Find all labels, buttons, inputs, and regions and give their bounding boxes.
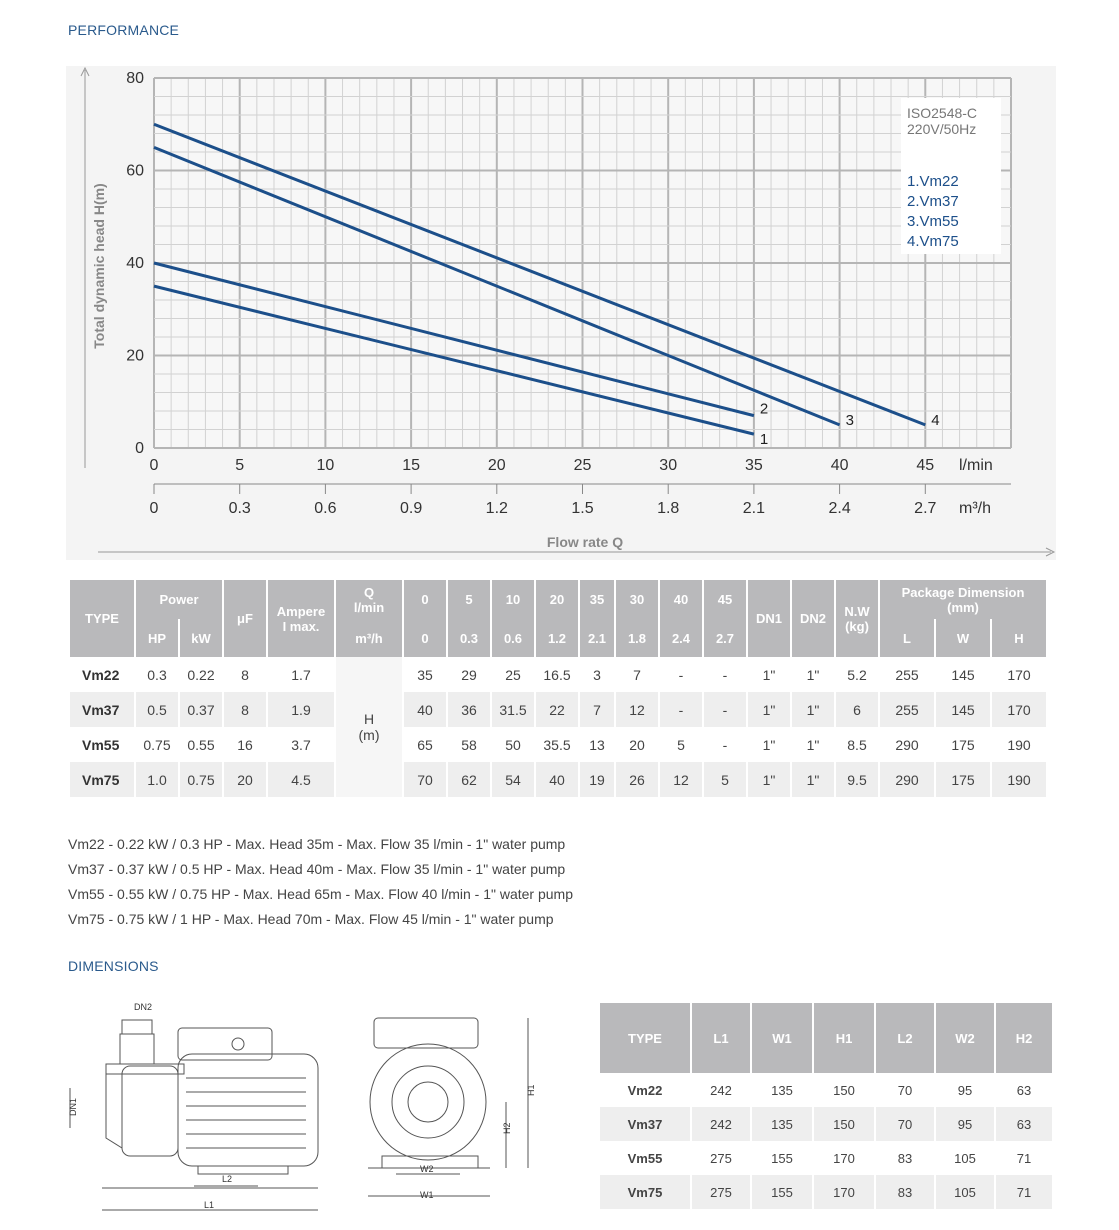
x2-tick-label: 2.1 (742, 500, 766, 517)
head-value-cell: 62 (448, 762, 490, 797)
table-cell: 255 (895, 666, 919, 683)
table-cell: 0.55 (187, 736, 215, 753)
col-kw: kW (180, 619, 222, 657)
col-h: H (992, 619, 1046, 657)
dimensions-table-body (600, 1073, 1052, 1209)
head-value-cell: 70 (404, 762, 446, 797)
x2-tick-label: 2.7 (914, 500, 937, 517)
flow-l-6: 40 (660, 580, 702, 619)
x-tick-label: 45 (916, 457, 935, 474)
col-package (880, 580, 1046, 619)
table-cell: 145 (936, 692, 990, 727)
table-cell: 1" (792, 762, 834, 797)
table-cell: 63 (996, 1107, 1052, 1141)
dim-col-h2: H2 (996, 1003, 1052, 1073)
h2-label: H2 (502, 1122, 512, 1134)
table-cell: 20 (224, 762, 266, 797)
w2-label: W2 (420, 1164, 434, 1174)
table-cell: 0.3 (147, 666, 167, 683)
head-value-cell: - (704, 692, 746, 727)
col-dn1: DN1 (748, 580, 790, 657)
x2-tick-label: 1.2 (485, 500, 508, 517)
table-row (70, 692, 1046, 727)
x-tick-label: 5 (235, 457, 245, 474)
type-cell: Vm55 (627, 1150, 663, 1166)
head-value-cell: 25 (505, 666, 521, 683)
flow-m-6: 2.4 (660, 619, 702, 657)
col-m3h: m³/h (336, 619, 402, 657)
table-cell: 135 (752, 1107, 812, 1141)
flow-m-7: 2.7 (704, 619, 746, 657)
power-label: 220V/50Hz (907, 121, 977, 137)
description-line: Vm75 - 0.75 kW / 1 HP - Max. Head 70m - Max. Flow 45 l/min - 1" water pump (68, 911, 554, 927)
table-cell: 1" (792, 692, 834, 727)
table-cell: 0.37 (180, 692, 222, 727)
y-axis-title: Total dynamic head H(m) (91, 183, 107, 349)
head-value-cell: 50 (505, 736, 521, 753)
table-cell: 63 (1016, 1082, 1032, 1098)
performance-title: PERFORMANCE (68, 22, 180, 38)
flow-m-3: 1.2 (536, 619, 578, 657)
head-value-cell: 19 (580, 762, 614, 797)
type-cell: Vm22 (82, 666, 120, 683)
performance-table-body (70, 657, 1046, 797)
head-value-cell: 31.5 (492, 692, 534, 727)
table-cell: 6 (836, 692, 878, 727)
table-cell: 0.5 (136, 692, 178, 727)
table-cell: 150 (814, 1107, 874, 1141)
col-dn2: DN2 (792, 580, 834, 657)
table-cell: 8 (224, 692, 266, 727)
nw-label: N.W (844, 603, 870, 619)
table-cell: 275 (692, 1175, 750, 1209)
table-cell: 1" (806, 666, 820, 683)
table-cell: 145 (951, 666, 975, 683)
flow-l-0: 0 (404, 580, 446, 619)
table-cell: 83 (876, 1175, 934, 1209)
x2-tick-label: 0.9 (399, 500, 423, 517)
l2-label: L2 (222, 1174, 233, 1184)
head-value-cell: 58 (461, 736, 477, 753)
legend-item: 2.Vm37 (907, 193, 959, 210)
x-tick-label: 30 (659, 457, 678, 474)
y-tick-label: 60 (126, 162, 144, 180)
table-cell: 155 (771, 1150, 793, 1166)
curve-label-3: 3 (845, 411, 854, 429)
type-cell: Vm22 (627, 1082, 663, 1098)
table-cell: 71 (1016, 1150, 1032, 1166)
x-tick-label: 20 (487, 457, 506, 474)
head-unit-cell (336, 657, 402, 797)
col-type: TYPE (70, 580, 134, 657)
x-tick-label: 15 (402, 457, 420, 474)
x2-tick-label: 0.3 (228, 500, 251, 517)
legend-item: 3.Vm55 (907, 213, 959, 230)
table-row (600, 1175, 1052, 1209)
flow-m-2: 0.6 (492, 619, 534, 657)
x2-tick-label: 0.6 (314, 500, 337, 517)
dimensions-title: DIMENSIONS (68, 958, 159, 974)
table-cell: 290 (895, 736, 919, 753)
table-row (70, 657, 1046, 692)
dimensions-table-header (600, 1003, 1052, 1073)
dn1-label: DN1 (68, 1097, 78, 1116)
col-ampere (268, 580, 334, 657)
table-cell: 1" (762, 666, 776, 683)
standard-label: ISO2548-C (907, 105, 978, 121)
x2-unit-label: m³/h (959, 500, 991, 517)
curve-label-1: 1 (759, 431, 769, 449)
table-cell: 70 (876, 1107, 934, 1141)
table-cell: 3.7 (291, 736, 311, 753)
mm-label: (mm) (947, 599, 979, 615)
table-cell: 155 (752, 1175, 812, 1209)
flow-l-3: 20 (536, 580, 578, 619)
head-value-cell: 65 (417, 736, 433, 753)
w1-label: W1 (420, 1190, 434, 1200)
col-uf: μF (224, 580, 266, 657)
x-tick-label: 40 (830, 457, 849, 474)
y-tick-label: 80 (126, 70, 144, 87)
table-cell: 105 (936, 1175, 994, 1209)
kg-label: (kg) (845, 618, 869, 634)
table-row (70, 727, 1046, 762)
dim-col-l1: L1 (692, 1003, 750, 1073)
flow-l-2: 10 (492, 580, 534, 619)
head-value-cell: 5 (704, 762, 746, 797)
table-cell: 175 (936, 762, 990, 797)
table-row (600, 1107, 1052, 1141)
q-label: Q (363, 584, 375, 600)
performance-chart (66, 66, 1056, 560)
pump-descriptions (68, 832, 573, 932)
head-value-cell: 12 (660, 762, 702, 797)
table-cell: 1.9 (268, 692, 334, 727)
dim-col-w2: W2 (936, 1003, 994, 1073)
table-cell: 175 (951, 736, 975, 753)
table-cell: 135 (771, 1082, 793, 1098)
dim-col-l2: L2 (876, 1003, 934, 1073)
x2-tick-label: 1.8 (657, 500, 680, 517)
table-cell: 105 (954, 1150, 976, 1166)
table-cell: 275 (710, 1150, 732, 1166)
head-value-cell: - (722, 666, 728, 683)
type-cell: Vm75 (70, 762, 134, 797)
legend-item: 1.Vm22 (907, 173, 959, 190)
table-cell: 70 (897, 1082, 913, 1098)
x-axis-title: Flow rate Q (546, 534, 624, 550)
table-cell: 8.5 (847, 736, 867, 753)
table-cell: 242 (692, 1107, 750, 1141)
flow-l-7: 45 (704, 580, 746, 619)
head-value-cell: 20 (629, 736, 645, 753)
y-tick-label: 20 (126, 347, 144, 365)
table-cell: 1" (748, 692, 790, 727)
curve-label-4: 4 (931, 411, 940, 429)
col-l: L (880, 619, 934, 657)
pump-front-view-drawing (360, 1008, 560, 1220)
table-cell: 1.0 (136, 762, 178, 797)
performance-chart-svg (66, 66, 1056, 560)
table-cell: 1" (806, 736, 820, 753)
head-value-cell: - (660, 692, 702, 727)
pump-side-view-drawing (66, 998, 326, 1220)
x-tick-label: 10 (316, 457, 335, 474)
head-value-cell: 35.5 (543, 736, 571, 753)
flow-m-1: 0.3 (448, 619, 490, 657)
table-cell: 5.2 (847, 666, 867, 683)
ampere-label: Ampere (276, 603, 326, 619)
flow-m-0: 0 (404, 619, 446, 657)
table-cell: 95 (936, 1107, 994, 1141)
head-value-cell: 3 (593, 666, 601, 683)
table-cell: 190 (992, 762, 1046, 797)
head-value-cell: 7 (580, 692, 614, 727)
col-nw (836, 580, 878, 657)
table-cell: 1.7 (291, 666, 311, 683)
flow-l-4: 35 (580, 580, 614, 619)
table-cell: 0.75 (143, 736, 171, 753)
table-cell: 242 (710, 1082, 732, 1098)
head-value-cell: 13 (589, 736, 605, 753)
x-unit-label: l/min (959, 457, 993, 474)
table-cell: 150 (833, 1082, 855, 1098)
type-cell: Vm55 (82, 736, 120, 753)
dn2-label: DN2 (134, 1002, 153, 1012)
head-unit-m: (m) (358, 727, 380, 743)
description-line: Vm55 - 0.55 kW / 0.75 HP - Max. Head 65m - Max. Flow 40 l/min - 1" water pump (68, 886, 573, 902)
table-cell: 255 (880, 692, 934, 727)
head-value-cell: 29 (461, 666, 477, 683)
x2-tick-label: 2.4 (828, 500, 851, 517)
head-value-cell: 40 (404, 692, 446, 727)
h1-label: H1 (526, 1084, 536, 1096)
table-cell: 16 (237, 736, 253, 753)
head-value-cell: 22 (536, 692, 578, 727)
flow-m-5: 1.8 (616, 619, 658, 657)
table-row (70, 762, 1046, 797)
type-cell: Vm75 (600, 1175, 690, 1209)
x-tick-label: 25 (573, 457, 592, 474)
head-value-cell: 16.5 (543, 666, 571, 683)
x2-tick-label: 0 (149, 500, 159, 517)
description-line: Vm22 - 0.22 kW / 0.3 HP - Max. Head 35m - Max. Flow 35 l/min - 1" water pump (68, 836, 566, 852)
type-cell: Vm37 (600, 1107, 690, 1141)
table-cell: 83 (897, 1150, 913, 1166)
y-tick-label: 0 (135, 440, 144, 457)
x2-tick-label: 1.5 (571, 500, 594, 517)
dim-col-w1: W1 (752, 1003, 812, 1073)
head-value-cell: 7 (633, 666, 641, 683)
table-cell: 9.5 (836, 762, 878, 797)
table-cell: 170 (814, 1175, 874, 1209)
table-cell: 1" (748, 762, 790, 797)
head-value-cell: 5 (677, 736, 685, 753)
table-cell: 0.75 (180, 762, 222, 797)
head-value-cell: 12 (616, 692, 658, 727)
package-label: Package Dimension (901, 584, 1025, 600)
table-cell: 8 (241, 666, 249, 683)
dim-col-type: TYPE (600, 1003, 690, 1073)
col-power: Power (136, 580, 222, 619)
table-cell: 170 (833, 1150, 855, 1166)
head-value-cell: 54 (492, 762, 534, 797)
table-cell: 290 (880, 762, 934, 797)
head-value-cell: 35 (417, 666, 433, 683)
col-w: W (936, 619, 990, 657)
x-tick-label: 35 (745, 457, 763, 474)
y-tick-label: 40 (126, 255, 144, 272)
table-row (600, 1141, 1052, 1175)
dimensions-table (598, 1003, 1054, 1209)
l1-label: L1 (204, 1200, 215, 1210)
legend-item: 4.Vm75 (907, 233, 959, 250)
head-value-cell: - (722, 736, 728, 753)
head-value-cell: 40 (536, 762, 578, 797)
x-tick-label: 0 (149, 457, 159, 474)
table-row (600, 1073, 1052, 1107)
dim-col-h1: H1 (814, 1003, 874, 1073)
imax-label: I max. (282, 618, 320, 634)
flow-l-5: 30 (616, 580, 658, 619)
flow-m-4: 2.1 (580, 619, 614, 657)
performance-table (68, 580, 1048, 797)
col-hp: HP (136, 619, 178, 657)
head-value-cell: 26 (616, 762, 658, 797)
table-cell: 170 (992, 692, 1046, 727)
description-line: Vm37 - 0.37 kW / 0.5 HP - Max. Head 40m - Max. Flow 35 l/min - 1" water pump (68, 861, 566, 877)
table-cell: 1" (762, 736, 776, 753)
table-cell: 190 (1007, 736, 1031, 753)
table-cell: 95 (957, 1082, 973, 1098)
head-value-cell: 36 (448, 692, 490, 727)
table-cell: 0.22 (187, 666, 215, 683)
lmin-label: l/min (353, 599, 385, 615)
head-value-cell: - (678, 666, 684, 683)
table-cell: 71 (996, 1175, 1052, 1209)
table-cell: 170 (1007, 666, 1031, 683)
curve-label-2: 2 (759, 400, 769, 418)
table-cell: 4.5 (268, 762, 334, 797)
flow-l-1: 5 (448, 580, 490, 619)
type-cell: Vm37 (70, 692, 134, 727)
col-q (336, 580, 402, 619)
head-unit-label: H (363, 711, 375, 727)
